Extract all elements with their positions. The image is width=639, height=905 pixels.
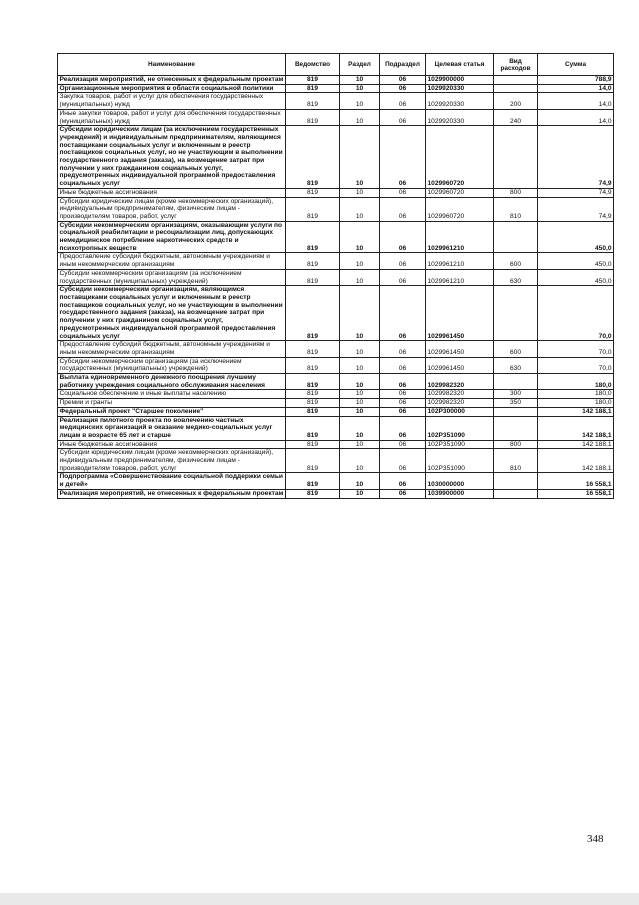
row-summa: 142 188,1 xyxy=(538,449,614,473)
row-name: Субсидии некоммерческим организациям, являющимся поставщиками социальных услуг и включенным в реестр поставщиков социальных услуг, но не участвующим в выполнении государственного задания (заказа), на возмещение затрат при получении у них гражданином социальных услуг, предусмотренных индивидуальной программой предоставления социальных услуг xyxy=(58,286,286,341)
table-row xyxy=(58,84,614,93)
table-row xyxy=(58,188,614,197)
row-summa: 70,0 xyxy=(538,286,614,341)
header-statya: Целевая статья xyxy=(426,54,494,76)
row-razdel: 10 xyxy=(340,126,380,189)
row-statya: 102P351090 xyxy=(426,440,494,449)
row-statya: 1029961450 xyxy=(426,357,494,373)
table-row xyxy=(58,407,614,416)
row-name: Организационные мероприятия в области социальной политики xyxy=(58,84,286,93)
row-name: Выплата единовременного денежного поощрения лучшему работнику учреждения социального обслуживания населения xyxy=(58,374,286,390)
row-podrazdel: 06 xyxy=(380,390,426,399)
row-razdel: 10 xyxy=(340,407,380,416)
row-podrazdel: 06 xyxy=(380,407,426,416)
row-razdel: 10 xyxy=(340,93,380,109)
row-vid: 630 xyxy=(494,357,538,373)
row-podrazdel: 06 xyxy=(380,109,426,125)
row-summa: 74,9 xyxy=(538,188,614,197)
scan-bottom-edge xyxy=(0,893,639,905)
table-row xyxy=(58,341,614,357)
row-name: Закупка товаров, работ и услуг для обеспечения государственных (муниципальных) нужд xyxy=(58,93,286,109)
row-razdel: 10 xyxy=(340,374,380,390)
row-podrazdel: 06 xyxy=(380,357,426,373)
row-vid: 630 xyxy=(494,269,538,285)
row-statya: 1030000000 xyxy=(426,473,494,489)
table-row xyxy=(58,440,614,449)
row-vid xyxy=(494,416,538,440)
row-vid xyxy=(494,221,538,253)
row-razdel: 10 xyxy=(340,440,380,449)
row-vedomstvo: 819 xyxy=(286,76,340,85)
table-row xyxy=(58,93,614,109)
row-summa: 450,0 xyxy=(538,269,614,285)
table-body xyxy=(58,76,614,499)
row-summa: 142 188,1 xyxy=(538,440,614,449)
row-razdel: 10 xyxy=(340,449,380,473)
row-statya: 102P351090 xyxy=(426,416,494,440)
row-statya: 1029961450 xyxy=(426,286,494,341)
row-vid: 800 xyxy=(494,188,538,197)
row-name: Социальное обеспечение и иные выплаты населению xyxy=(58,390,286,399)
row-statya: 1029920330 xyxy=(426,109,494,125)
row-razdel: 10 xyxy=(340,253,380,269)
table-row xyxy=(58,489,614,498)
row-summa: 70,0 xyxy=(538,357,614,373)
row-razdel: 10 xyxy=(340,416,380,440)
row-podrazdel: 06 xyxy=(380,221,426,253)
row-vedomstvo: 819 xyxy=(286,269,340,285)
row-podrazdel: 06 xyxy=(380,286,426,341)
row-vid: 810 xyxy=(494,449,538,473)
table-row xyxy=(58,109,614,125)
row-vid: 240 xyxy=(494,109,538,125)
row-summa: 142 188,1 xyxy=(538,416,614,440)
row-vid xyxy=(494,76,538,85)
row-name: Реализация мероприятий, не отнесенных к федеральным проектам xyxy=(58,489,286,498)
budget-table xyxy=(57,53,614,499)
row-vid xyxy=(494,473,538,489)
table-row xyxy=(58,126,614,189)
row-name: Подпрограмма «Совершенствование социальной поддержки семьи и детей» xyxy=(58,473,286,489)
row-vid: 350 xyxy=(494,399,538,408)
row-statya: 1029960720 xyxy=(426,197,494,221)
table-row xyxy=(58,416,614,440)
row-summa: 74,9 xyxy=(538,126,614,189)
row-razdel: 10 xyxy=(340,84,380,93)
table-row xyxy=(58,357,614,373)
header-summa: Сумма xyxy=(538,54,614,76)
row-vedomstvo: 819 xyxy=(286,440,340,449)
header-name: Наименование xyxy=(58,54,286,76)
row-vedomstvo: 819 xyxy=(286,286,340,341)
row-statya: 102P351090 xyxy=(426,449,494,473)
row-name: Субсидии юридическим лицам (кроме некоммерческих организаций), индивидуальным предпринимателям, физическим лицам - производителям товаров, работ, услуг xyxy=(58,197,286,221)
header-podrazdel: Подраздел xyxy=(380,54,426,76)
table-row xyxy=(58,221,614,253)
table-row xyxy=(58,253,614,269)
row-vid xyxy=(494,286,538,341)
row-razdel: 10 xyxy=(340,197,380,221)
row-podrazdel: 06 xyxy=(380,197,426,221)
row-statya: 1029961210 xyxy=(426,269,494,285)
row-summa: 14,0 xyxy=(538,109,614,125)
row-summa: 450,0 xyxy=(538,253,614,269)
row-razdel: 10 xyxy=(340,399,380,408)
row-podrazdel: 06 xyxy=(380,473,426,489)
row-vid xyxy=(494,374,538,390)
row-name: Предоставление субсидий бюджетным, автономным учреждениям и иным некоммерческим организациям xyxy=(58,341,286,357)
row-summa: 14,0 xyxy=(538,84,614,93)
row-statya: 1029982320 xyxy=(426,399,494,408)
table-row xyxy=(58,76,614,85)
row-vedomstvo: 819 xyxy=(286,188,340,197)
row-name: Иные бюджетные ассигнования xyxy=(58,188,286,197)
row-vid xyxy=(494,126,538,189)
row-vedomstvo: 819 xyxy=(286,253,340,269)
row-name: Субсидии юридическим лицам (за исключением государственных учреждений) и индивидуальным предпринимателям, являющимся поставщиками социальных услуг и включенным в реестр поставщиков социальных услуг, но не участвующим в выполнении государственного задания (заказа), на возмещение затрат при получении у них гражданином социальных услуг, предусмотренных индивидуальной программой предоставления социальных услуг xyxy=(58,126,286,189)
header-vid: Вид расходов xyxy=(494,54,538,76)
header-razdel: Раздел xyxy=(340,54,380,76)
row-name: Предоставление субсидий бюджетным, автономным учреждениям и иным некоммерческим организациям xyxy=(58,253,286,269)
row-statya: 1029960720 xyxy=(426,188,494,197)
table-row xyxy=(58,197,614,221)
row-vedomstvo: 819 xyxy=(286,390,340,399)
row-razdel: 10 xyxy=(340,109,380,125)
row-summa: 70,0 xyxy=(538,341,614,357)
row-podrazdel: 06 xyxy=(380,269,426,285)
row-vedomstvo: 819 xyxy=(286,399,340,408)
row-razdel: 10 xyxy=(340,269,380,285)
row-razdel: 10 xyxy=(340,390,380,399)
row-summa: 450,0 xyxy=(538,221,614,253)
row-name: Реализация пилотного проекта по вовлечению частных медицинских организаций в оказание медико-социальных услуг лицам в возрасте 65 лет и старше xyxy=(58,416,286,440)
table-row xyxy=(58,449,614,473)
row-summa: 180,0 xyxy=(538,390,614,399)
row-statya: 1029961450 xyxy=(426,341,494,357)
row-summa: 180,0 xyxy=(538,399,614,408)
row-summa: 16 558,1 xyxy=(538,473,614,489)
table-header-row xyxy=(58,54,614,76)
row-vedomstvo: 819 xyxy=(286,416,340,440)
row-name: Иные бюджетные ассигнования xyxy=(58,440,286,449)
row-podrazdel: 06 xyxy=(380,84,426,93)
row-statya: 1029900000 xyxy=(426,76,494,85)
row-statya: 1029961210 xyxy=(426,221,494,253)
row-vid xyxy=(494,84,538,93)
page-number: 348 xyxy=(587,833,604,845)
row-vedomstvo: 819 xyxy=(286,449,340,473)
row-vedomstvo: 819 xyxy=(286,221,340,253)
row-name: Субсидии некоммерческим организациям (за исключением государственных (муниципальных) учреждений) xyxy=(58,357,286,373)
row-summa: 788,9 xyxy=(538,76,614,85)
row-podrazdel: 06 xyxy=(380,126,426,189)
row-name: Субсидии юридическим лицам (кроме некоммерческих организаций), индивидуальным предпринимателям, физическим лицам - производителям товаров, работ, услуг xyxy=(58,449,286,473)
table-row xyxy=(58,473,614,489)
row-statya: 1029920330 xyxy=(426,93,494,109)
row-vedomstvo: 819 xyxy=(286,109,340,125)
table-row xyxy=(58,374,614,390)
row-razdel: 10 xyxy=(340,221,380,253)
row-summa: 14,0 xyxy=(538,93,614,109)
row-podrazdel: 06 xyxy=(380,416,426,440)
row-podrazdel: 06 xyxy=(380,188,426,197)
row-vedomstvo: 819 xyxy=(286,374,340,390)
row-podrazdel: 06 xyxy=(380,253,426,269)
row-podrazdel: 06 xyxy=(380,93,426,109)
row-razdel: 10 xyxy=(340,489,380,498)
row-podrazdel: 06 xyxy=(380,489,426,498)
row-vedomstvo: 819 xyxy=(286,489,340,498)
row-vedomstvo: 819 xyxy=(286,93,340,109)
row-summa: 180,0 xyxy=(538,374,614,390)
row-statya: 102P300000 xyxy=(426,407,494,416)
row-vedomstvo: 819 xyxy=(286,357,340,373)
header-vedomstvo: Ведомство xyxy=(286,54,340,76)
row-vid: 200 xyxy=(494,93,538,109)
row-vid xyxy=(494,489,538,498)
row-summa: 16 558,1 xyxy=(538,489,614,498)
row-vedomstvo: 819 xyxy=(286,197,340,221)
row-statya: 1029920330 xyxy=(426,84,494,93)
row-razdel: 10 xyxy=(340,341,380,357)
row-vedomstvo: 819 xyxy=(286,407,340,416)
row-vedomstvo: 819 xyxy=(286,84,340,93)
row-statya: 1029982320 xyxy=(426,374,494,390)
row-summa: 74,9 xyxy=(538,197,614,221)
row-statya: 1029982320 xyxy=(426,390,494,399)
row-podrazdel: 06 xyxy=(380,76,426,85)
row-razdel: 10 xyxy=(340,76,380,85)
row-vid: 800 xyxy=(494,440,538,449)
row-vid xyxy=(494,407,538,416)
table-row xyxy=(58,286,614,341)
row-razdel: 10 xyxy=(340,188,380,197)
row-vedomstvo: 819 xyxy=(286,126,340,189)
row-podrazdel: 06 xyxy=(380,341,426,357)
row-vedomstvo: 819 xyxy=(286,341,340,357)
row-statya: 1039900000 xyxy=(426,489,494,498)
row-vid: 300 xyxy=(494,390,538,399)
row-razdel: 10 xyxy=(340,473,380,489)
row-podrazdel: 06 xyxy=(380,399,426,408)
row-vid: 600 xyxy=(494,341,538,357)
row-razdel: 10 xyxy=(340,286,380,341)
row-summa: 142 188,1 xyxy=(538,407,614,416)
row-name: Иные закупки товаров, работ и услуг для обеспечения государственных (муниципальных) нужд xyxy=(58,109,286,125)
row-vid: 600 xyxy=(494,253,538,269)
row-name: Премии и гранты xyxy=(58,399,286,408)
row-name: Субсидии некоммерческим организациям, оказывающим услуги по социальной реабилитации и ресоциализации лиц, допускающих немедицинское потребление наркотических средств и психотропных веществ xyxy=(58,221,286,253)
row-podrazdel: 06 xyxy=(380,449,426,473)
row-podrazdel: 06 xyxy=(380,374,426,390)
row-name: Реализация мероприятий, не отнесенных к федеральным проектам xyxy=(58,76,286,85)
row-vedomstvo: 819 xyxy=(286,473,340,489)
row-statya: 1029960720 xyxy=(426,126,494,189)
row-razdel: 10 xyxy=(340,357,380,373)
row-name: Субсидии некоммерческим организациям (за исключением государственных (муниципальных) учреждений) xyxy=(58,269,286,285)
row-podrazdel: 06 xyxy=(380,440,426,449)
row-vid: 810 xyxy=(494,197,538,221)
row-name: Федеральный проект "Старшее поколение" xyxy=(58,407,286,416)
table-row xyxy=(58,390,614,399)
row-statya: 1029961210 xyxy=(426,253,494,269)
table-row xyxy=(58,269,614,285)
table-row xyxy=(58,399,614,408)
